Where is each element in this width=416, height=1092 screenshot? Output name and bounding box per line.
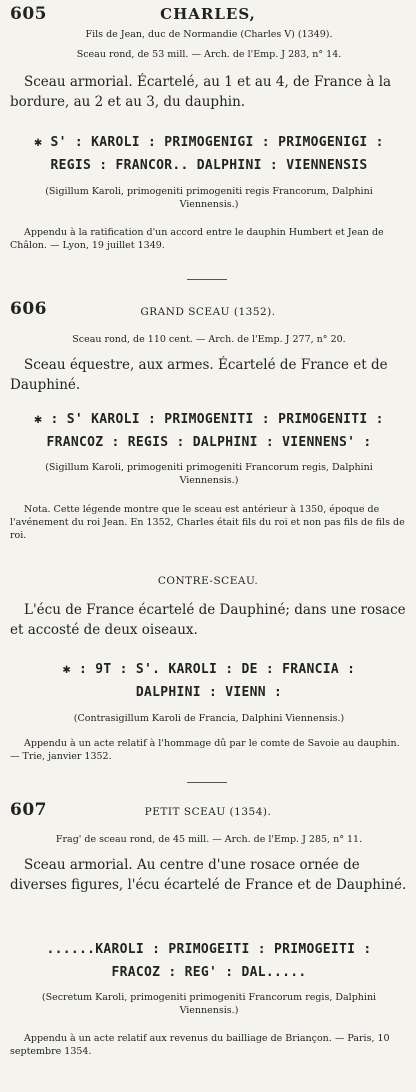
entry-606-source: Sceau rond, de 110 cent. — Arch. de l'Emp. J 277, n° 20. [72, 334, 346, 345]
contre-sceau-latin: (Contrasigillum Karoli de Francia, Dalphini Viennensis.) [73, 713, 345, 724]
entry-606-latin: (Sigillum Karoli, primogeniti primogeniti Francorum regis, Dalphini Viennensis.) [45, 462, 373, 486]
entry-606-legend-line-1: ✱ : S' KAROLI : PRIMOGENITI : PRIMOGENITI : [34, 412, 384, 427]
contre-sceau-legend-line-1: ✱ : 9T : S'. KAROLI : DE : FRANCIA : [62, 662, 356, 677]
contre-sceau-description: L'écu de France écartelé de Dauphiné; dans une rosace et accosté de deux oiseaux. [10, 602, 406, 638]
entry-607-description: Sceau armorial. Au centre d'une rosace ornée de diverses figures, l'écu écartelé de France et de Dauphiné. [10, 857, 407, 893]
entry-605-title: CHARLES, [160, 5, 256, 23]
separator-rule [187, 782, 227, 783]
entry-606-note: Nota. Cette légende montre que le sceau est antérieur à 1350, époque de l'avénement du roi Jean. En 1352, Charles était fils du roi et non pas fils de fils de roi. [10, 504, 405, 541]
entry-607-heading: PETIT SCEAU (1354). [144, 806, 272, 818]
entry-607-latin: (Secretum Karoli, primogeniti primogeniti Francorum regis, Dalphini Viennensis.) [41, 992, 377, 1016]
entry-number-606: 606 [10, 299, 47, 319]
entry-605-latin: (Sigillum Karoli, primogeniti primogeniti regis Francorum, Dalphini Viennensis.) [45, 186, 373, 210]
contre-sceau-heading: CONTRE-SCEAU. [157, 575, 259, 587]
entry-607-source: Frag' de sceau rond, de 45 mill. — Arch. de l'Emp. J 285, n° 11. [55, 834, 363, 845]
contre-sceau-note: Appendu à un acte relatif à l'hommage dû par le comte de Savoie au dauphin. — Trie, janvier 1352. [10, 738, 400, 762]
entry-607-note: Appendu à un acte relatif aux revenus du bailliage de Briançon. — Paris, 10 septembre 1354. [10, 1033, 390, 1057]
entry-607-legend-line-1: ......KAROLI : PRIMOGEITI : PRIMOGEITI : [46, 942, 372, 957]
entry-605-subtitle: Fils de Jean, duc de Normandie (Charles V) (1349). [85, 29, 333, 40]
entry-605-source: Sceau rond, de 53 mill. — Arch. de l'Emp. J 283, n° 14. [76, 49, 342, 60]
entry-606-heading: GRAND SCEAU (1352). [140, 306, 276, 318]
entry-number-607: 607 [10, 800, 47, 820]
separator-rule [187, 279, 227, 280]
contre-sceau-legend-line-2: DALPHINI : VIENN : [135, 685, 283, 700]
entry-606-legend-line-2: FRANCOZ : REGIS : DALPHINI : VIENNENS' : [46, 435, 372, 450]
entry-607-legend-line-2: FRACOZ : REG' : DAL..... [111, 965, 307, 980]
entry-605-note: Appendu à la ratification d'un accord entre le dauphin Humbert et Jean de Châlon. — Lyon, 19 juillet 1349. [10, 227, 384, 251]
entry-606-description: Sceau équestre, aux armes. Écartelé de France et de Dauphiné. [10, 357, 388, 393]
entry-605-legend-line-1: ✱ S' : KAROLI : PRIMOGENIGI : PRIMOGENIGI : [34, 135, 384, 150]
entry-605-legend-line-2: REGIS : FRANCOR.. DALPHINI : VIENNENSIS [50, 158, 368, 173]
entry-number-605: 605 [10, 4, 47, 24]
entry-605-description: Sceau armorial. Écartelé, au 1 et au 4, de France à la bordure, au 2 et au 3, du dauphin. [10, 74, 392, 110]
